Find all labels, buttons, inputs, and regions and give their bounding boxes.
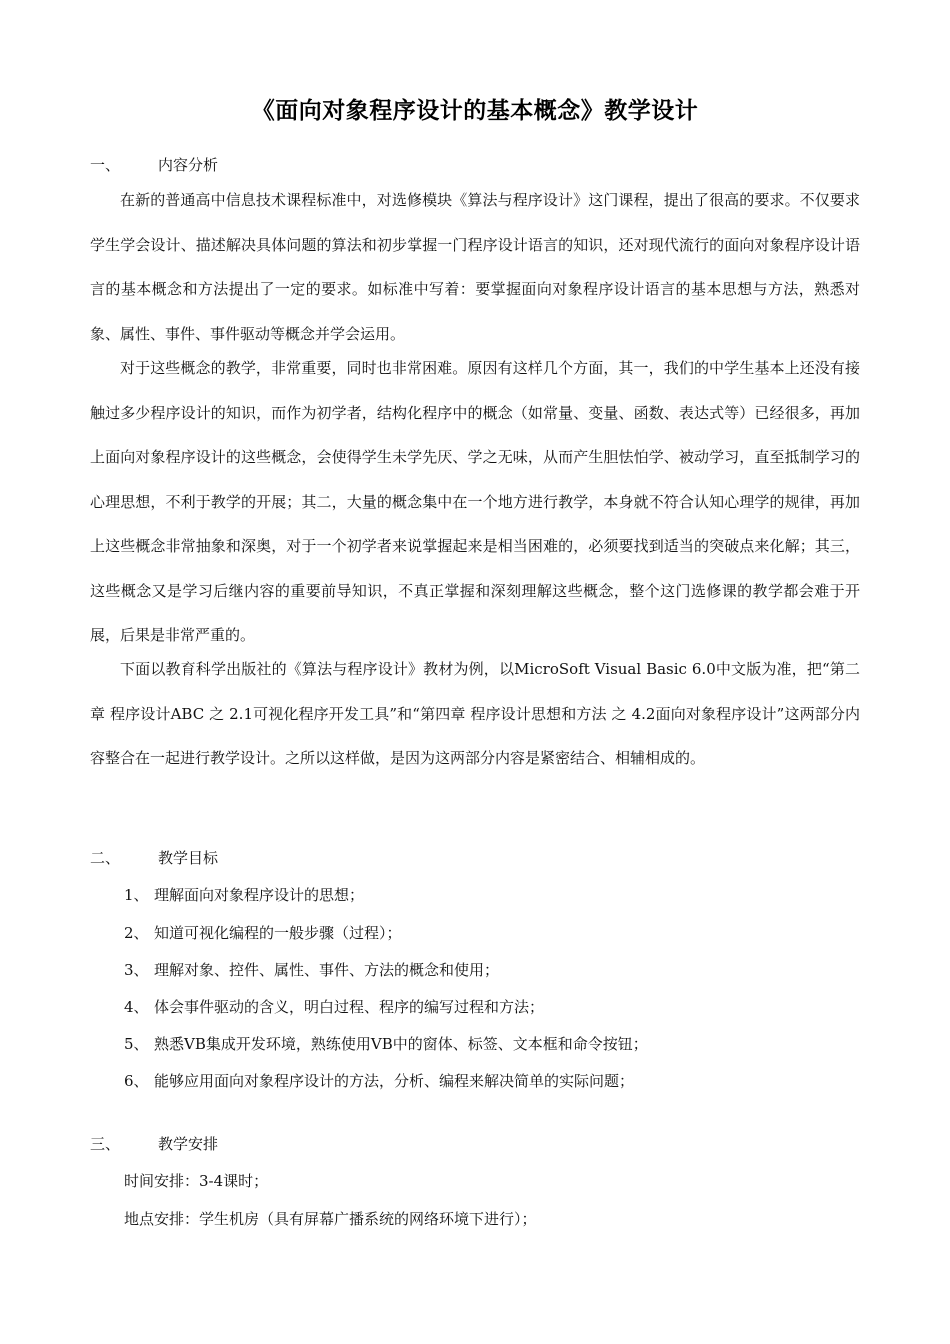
section-number: 一、 — [90, 156, 121, 174]
section-heading-teaching-arrangement — [90, 1133, 218, 1154]
location-arrangement: 地点安排：学生机房（具有屏幕广播系统的网络环境下进行）； — [124, 1210, 537, 1228]
section-heading-content-analysis — [90, 154, 218, 175]
time-arrangement: 时间安排：3-4课时； — [124, 1172, 269, 1190]
section-number: 二、 — [90, 849, 121, 867]
list-item: 3、 理解对象、控件、属性、事件、方法的概念和使用； — [124, 961, 500, 979]
section-title: 内容分析 — [158, 156, 219, 174]
document-title: 《面向对象程序设计的基本概念》教学设计 — [251, 98, 699, 124]
paragraph-curriculum-standard: 在新的普通高中信息技术课程标准中，对选修模块《算法与程序设计》这门课程，提出了很高的要求。不仅要求学生学会设计、描述解决具体问题的算法和初步掌握一门程序设计语言的知识，还对现代流行的面向对象程序设计语言的基本概念和方法提出了一定的要求。如标准中写着：要掌握面向对象程序设计语言的基本思想与方法，熟悉对象、属性、事件、事件驱动等概念并学会运用。 — [90, 191, 860, 343]
list-item: 5、 熟悉VB集成开发环境，熟练使用VB中的窗体、标签、文本框和命令按钮； — [124, 1035, 648, 1053]
list-item: 4、 体会事件驱动的含义，明白过程、程序的编写过程和方法； — [124, 998, 545, 1016]
section-number: 三、 — [90, 1135, 121, 1153]
section-heading-teaching-goals — [90, 847, 218, 868]
list-item: 1、 理解面向对象程序设计的思想； — [124, 886, 365, 904]
paragraph-teaching-difficulty: 对于这些概念的教学，非常重要，同时也非常困难。原因有这样几个方面，其一，我们的中学生基本上还没有接触过多少程序设计的知识，而作为初学者，结构化程序中的概念（如常量、变量、函数、表达式等）已经很多，再加上面向对象程序设计的这些概念，会使得学生未学先厌、学之无味，从而产生胆怯怕学、被动学习，直至抵制学习的心理思想，不利于教学的开展；其二，大量的概念集中在一个地方进行教学，本身就不符合认知心理学的规律，再加上这些概念非常抽象和深奥，对于一个初学者来说掌握起来是相当困难的，必须要找到适当的突破点来化解；其三，这些概念又是学习后继内容的重要前导知识，不真正掌握和深刻理解这些概念，整个这门选修课的教学都会难于开展，后果是非常严重的。 — [90, 359, 860, 644]
list-item: 6、 能够应用面向对象程序设计的方法，分析、编程来解决简单的实际问题； — [124, 1072, 635, 1090]
section-title: 教学安排 — [158, 1135, 219, 1153]
paragraph-textbook-example: 下面以教育科学出版社的《算法与程序设计》教材为例，以MicroSoft Visual Basic 6.0中文版为准，把“第二章 程序设计ABC 之 2.1可视化程序开发工具”和“第四章 程序设计思想和方法 之 4.2面向对象程序设计”这两部分内容整合在一起进行教学设计。之所以这样做，是因为这两部分内容是紧密结合、相辅相成的。 — [90, 660, 860, 767]
section-title: 教学目标 — [158, 849, 219, 867]
list-item: 2、 知道可视化编程的一般步骤（过程）； — [124, 924, 402, 942]
